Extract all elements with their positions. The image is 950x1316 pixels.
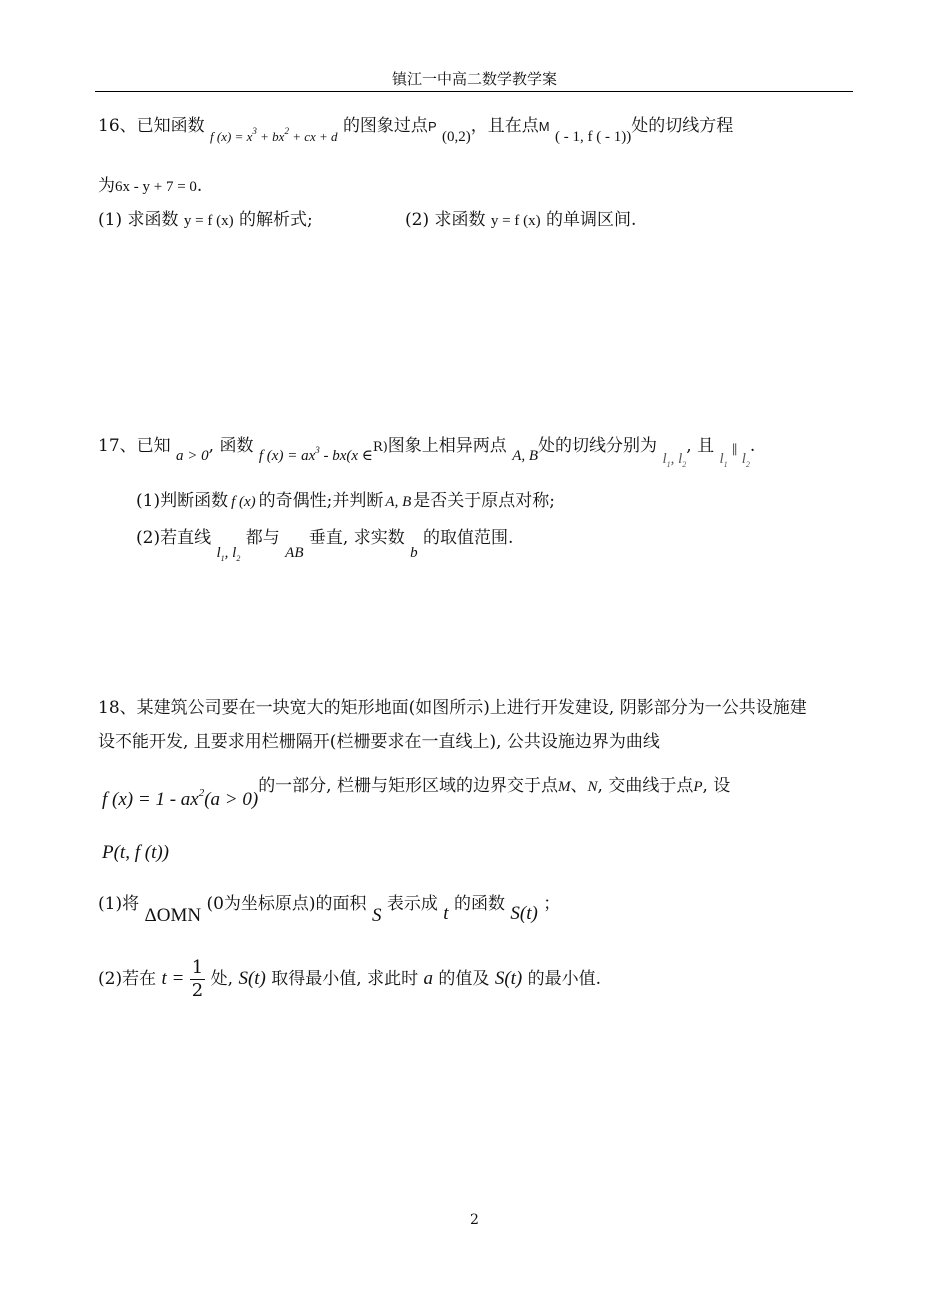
q17-part2-c: 垂直, 求实数 <box>308 528 405 548</box>
q18-var-t: t <box>443 903 449 924</box>
q18-point-m: M <box>558 779 571 795</box>
q17-line1 <box>98 430 756 469</box>
q18-part2-e: 的最小值. <box>527 969 602 989</box>
q18-s-of-t-3: S(t) <box>494 968 523 989</box>
q17-part2-b-var: b <box>410 545 418 561</box>
q16-part1-label: (1) 求函数 <box>98 210 179 230</box>
q17-function: f $(x) = ax^3 - bx(x$ ∈ <box>258 445 373 464</box>
q17-part2-ab: AB <box>285 545 304 561</box>
page-header-title: 镇江一中高二数学教学案 <box>392 70 558 88</box>
q16-function: f (x) = x3 + bx2 + cx + d <box>210 126 338 144</box>
q16-part1-expr: y = f (x) <box>183 213 234 229</box>
q18-part2 <box>98 955 601 1003</box>
q16-part1-end: 的解析式; <box>239 210 313 230</box>
q17-text-d: 处的切线分别为 <box>538 436 658 456</box>
q18-p-definition: P(t, f (t)) <box>102 842 170 863</box>
q18-part1-b: (0为坐标原点)的面积 <box>206 894 367 914</box>
q17-part1 <box>136 490 555 513</box>
q17-points: A, B <box>512 448 539 464</box>
q18-line3-b: , 交曲线于点 <box>597 776 694 796</box>
q18-number: 18、 <box>98 698 137 718</box>
q18-line3-c: , 设 <box>702 776 731 796</box>
q18-t-equals: t = <box>161 968 185 989</box>
q18-part2-d: 的值及 <box>438 969 490 989</box>
q16-part2-label: (2) 求函数 <box>405 210 486 230</box>
q17-part1-points: A, B <box>385 494 412 510</box>
q16-part1 <box>98 209 313 232</box>
q17-part2-a: (2)若直线 <box>136 528 212 548</box>
q16-part2-end: 的单调区间. <box>546 210 637 230</box>
q17-part1-b: 的奇偶性;并判断 <box>258 491 384 511</box>
q16-line2-end: . <box>196 176 203 196</box>
q17-text-e: , 且 <box>686 436 715 456</box>
q16-line2 <box>98 175 202 198</box>
q18-point-p: P <box>693 779 703 795</box>
q16-point-p-coords: (0,2) <box>442 129 471 145</box>
q16-point-p-label: P <box>427 119 437 134</box>
q16-point-m-label: M <box>538 119 550 134</box>
header-rule <box>95 91 853 92</box>
q16-text-c: ，且在点 <box>470 116 539 136</box>
q18-line1-text: 某建筑公司要在一块宽大的矩形地面(如图所示)上进行开发建设, 阴影部分为一公共设施建 <box>136 698 807 718</box>
q16-text-a: 已知函数 <box>136 116 205 136</box>
q16-part2-expr: y = f (x) <box>490 213 541 229</box>
q18-point-n: N <box>587 779 598 795</box>
q18-fraction-half: $\frac{1}{2}$ <box>191 957 204 1001</box>
q18-part1-d: 的函数 <box>453 894 505 914</box>
q18-var-a: a <box>423 968 433 989</box>
q17-text-c: 图象上相异两点 <box>387 436 507 456</box>
q17-set-r: R) <box>372 440 388 455</box>
q18-line2: 设不能开发, 且要求用栏栅隔开(栏栅要求在一直线上), 公共设施边界为曲线 <box>98 732 660 752</box>
q16-line1 <box>98 110 734 145</box>
q18-line1 <box>98 697 807 719</box>
q18-triangle: ΔOMN <box>144 905 202 926</box>
page-number: 2 <box>470 1212 479 1228</box>
q18-line3-text: 的一部分, 栏栅与矩形区域的边界交于点 <box>258 776 558 796</box>
q16-text-b: 的图象过点 <box>342 116 428 136</box>
q17-text-b: , 函数 <box>208 436 254 456</box>
q18-var-s: S <box>371 905 382 926</box>
q18-part1-c: 表示成 <box>386 894 438 914</box>
q17-number: 17、 <box>98 436 137 456</box>
q17-part1-c: 是否关于原点对称; <box>413 491 555 511</box>
q17-condition: a > 0 <box>176 448 209 464</box>
q18-part2-a: (2)若在 <box>98 969 157 989</box>
q16-part2 <box>405 209 636 232</box>
q18-part1-a: (1)将 <box>98 894 140 914</box>
q18-function: f $(x) = 1 - ax^2(a > 0)$ <box>102 787 259 810</box>
q18-part1-end: ； <box>543 894 561 914</box>
q18-s-of-t-2: S(t) <box>238 968 266 989</box>
q18-part1 <box>98 893 561 926</box>
q17-tangent-lines: $l_1$, $l_2$ <box>662 451 687 469</box>
q18-s-of-t: S(t) <box>510 903 538 924</box>
q18-separator: 、 <box>570 776 588 796</box>
q17-part2-lines: $l_1$, $l_2$ <box>216 545 241 563</box>
q18-part2-b: 处, <box>210 969 234 989</box>
q17-part1-func: f (x) <box>231 494 256 510</box>
q18-part2-c: 取得最小值, 求此时 <box>271 969 419 989</box>
q16-number: 16、 <box>98 116 137 136</box>
q16-text-d: 处的切线方程 <box>631 116 734 136</box>
q17-part2 <box>136 527 514 563</box>
q16-tangent-equation: 6x - y + 7 = 0 <box>115 179 197 195</box>
q17-part2-d: 的取值范围. <box>423 528 514 548</box>
q18-line3 <box>102 768 731 810</box>
q17-part1-a: (1)判断函数 <box>136 491 229 511</box>
q17-part2-b: 都与 <box>245 528 280 548</box>
q17-text-a: 已知 <box>136 436 171 456</box>
q16-line2-text: 为 <box>98 176 115 196</box>
q16-point-m-coords: ( - 1, f ( - 1)) <box>555 129 632 145</box>
q17-par-end: . <box>749 436 756 456</box>
q17-parallel: $l_1\parallel l_2$ <box>719 442 750 469</box>
